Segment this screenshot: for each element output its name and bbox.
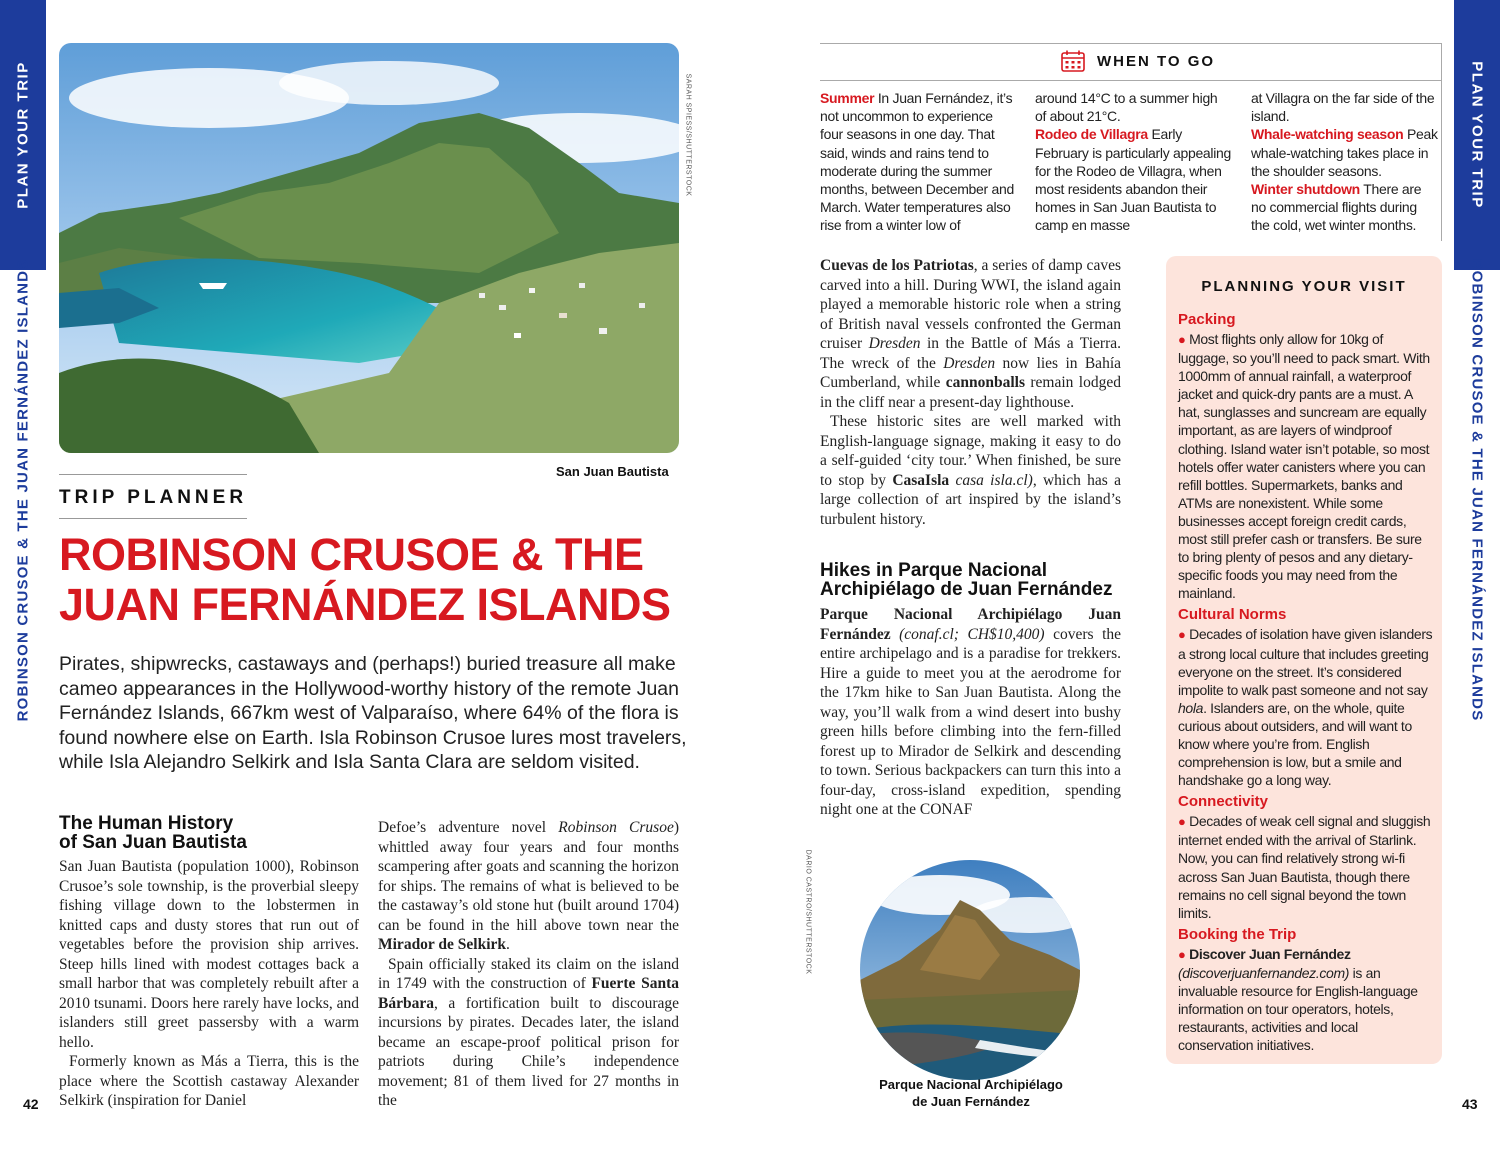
when-to-go-col-1: Summer In Juan Fernández, it’s not uncommon to experience four seasons in one day. That said, winds and rains tend to moderate during the summer months, between December and March. Water temperatures also rise from a winter low of: [820, 90, 1014, 234]
booking-heading: Booking the Trip: [1178, 925, 1297, 943]
page-number-left: 42: [23, 1096, 39, 1112]
photo2-credit: DARIO CASTRO/SHUTTERSTOCK: [804, 849, 812, 975]
hikes-subhead: Hikes in Parque Nacional Archipiélago de Juan Fernández: [820, 560, 1113, 600]
summer-label: Summer: [820, 90, 875, 106]
san-juan-bautista-photo: [59, 43, 679, 453]
col3-paragraph-2: These historic sites are well marked with English-language signage, making it easy to do a self-guided ‘city tour.’ When finished, be sure to stop by CasaIsla casa isla.cl), which has a large collection of art inspired by the island’s turbulent history.: [820, 413, 1122, 528]
human-history-subhead: [59, 814, 359, 852]
booking-text: ● Discover Juan Fernández (discoverjuanfernandez.com) is an invaluable resource for English-language information on tour operators, hotels, restaurants, activities and local conservation initiatives.: [1178, 945, 1418, 1054]
left-column-1: [59, 857, 359, 1111]
when-to-go-col-2: around 14°C to a summer high of about 21°C. Rodeo de Villagra Early February is particularly appealing for the Rodeo de Villagra, when most residents abandon their homes in San Juan Bautista to camp en masse: [1035, 90, 1232, 234]
col2-paragraph-1: Defoe’s adventure novel Robinson Crusoe) whittled away four years and four months scampering after goats and scanning the horizon for ships. The remains of what is believed to be the castaway’s old stone hut (built around 1704) can be found in the hill above town near the Mirador de Selkirk.: [378, 819, 679, 953]
photo2-caption: Parque Nacional Archipiélago de Juan Fernández: [879, 1077, 1063, 1109]
col1-paragraph-2: Formerly known as Más a Tierra, this is the place where the Scottish castaway Alexander Selkirk (inspiration for Daniel: [59, 1053, 359, 1109]
packing-heading: Packing: [1178, 311, 1236, 328]
section-rule-bottom: [59, 518, 247, 519]
section-label: TRIP PLANNER: [59, 487, 248, 508]
intro-paragraph: Pirates, shipwrecks, castaways and (perhaps!) buried treasure all make cameo appearances in the Hollywood-worthy history of the remote Juan Fernández Islands, 667km west of Valparaíso, where 64% of the flora is found nowhere else on Earth. Isla Robinson Crusoe lures most travelers, while Isla Alejandro Selkirk and Isla Santa Clara are seldom visited.: [59, 653, 687, 774]
connectivity-text: ● Decades of weak cell signal and sluggish internet ended with the arrival of Starlink. Now, you can find relatively strong wi-fi across San Juan Bautista, though there remains no cell signal beyond the town limits.: [1178, 813, 1431, 921]
parque-nacional-photo: [860, 860, 1080, 1080]
when-to-go-rule-bottom: [820, 80, 1441, 81]
side-running-title-right: [1454, 258, 1500, 722]
headline-line-2: JUAN FERNÁNDEZ ISLANDS: [59, 579, 671, 630]
subhead-line-2: of San Juan Bautista: [59, 832, 247, 853]
when-to-go-rule-side: [1441, 43, 1442, 241]
mirador-selkirk-bold: Mirador de Selkirk: [378, 936, 507, 953]
side-tab-left: [0, 0, 46, 270]
planning-title: PLANNING YOUR VISIT: [1201, 278, 1407, 295]
subhead-line-1: The Human History: [59, 813, 234, 834]
winter-label: Winter shutdown: [1251, 181, 1360, 198]
calendar-icon: [1061, 50, 1085, 72]
right-column-1-hikes: [820, 605, 1121, 820]
photo-credit: SARAH SPIESS/SHUTTERSTOCK: [684, 73, 692, 197]
fuerte-santa-barbara-bold: Fuerte Santa Bárbara: [378, 975, 679, 1012]
bullet-icon: ●: [1178, 332, 1186, 347]
side-tab-left-label: PLAN YOUR TRIP: [14, 61, 32, 209]
left-column-2: [378, 818, 679, 1111]
section-rule-top: [59, 474, 247, 475]
page-number-right: 43: [1462, 1096, 1478, 1112]
bullet-icon: ●: [1178, 946, 1186, 962]
when-to-go-col-3: at Villagra on the far side of the island. Whale-watching season Peak whale-watching takes place in the shoulder seasons. Winter shutdown There are no commercial flights during the cold, wet winter months.: [1251, 90, 1438, 234]
headline-line-1: ROBINSON CRUSOE & THE: [59, 529, 644, 580]
side-running-title-right-label: ROBINSON CRUSOE & THE JUAN FERNÁNDEZ ISLANDS: [1468, 258, 1486, 722]
when-to-go-title: WHEN TO GO: [1097, 53, 1216, 70]
when-to-go-rule-top: [820, 43, 1441, 44]
bullet-icon: ●: [1178, 627, 1186, 643]
col2-paragraph-2: Spain officially staked its claim on the island in 1749 with the construction of Fuerte Santa Bárbara, a fortification built to discourage incursions by pirates. Decades later, the island became an escape-proof political prison for patriots during Chile’s independence movement; 81 of them lived for 27 months in the: [378, 955, 679, 1109]
side-tab-right: [1454, 0, 1500, 270]
cultural-norms-text: ● Decades of isolation have given islanders a strong local culture that includes greeting everyone on the street. It’s considered impolite to walk past someone and not say hola. Islanders are, on the whole, quite curious about outsiders, and will want to know where you’re from. English comprehension is low, but a smile and handshake go a long way.: [1178, 626, 1433, 789]
side-running-title-left: [0, 258, 46, 722]
col1-paragraph-1: San Juan Bautista (population 1000), Robinson Crusoe’s sole township, is the proverbial sleepy fishing village down to the lobstermen in knitted caps and dusty stores that run out of vegetables before the provision ship arrives. Steep hills lined with modest cottages back a small harbor that was completely rebuilt after a 2010 tsunami. Doors here rarely have locks, and islanders still greet passersby with a warm hello.: [59, 858, 360, 1051]
col3-paragraph-3: Parque Nacional Archipiélago Juan Fernández (conaf.cl; CH$10,400) covers the entire archipelago and is a paradise for trekkers. Hire a guide to meet you at the aerodrome for the 17km hike to San Juan Bautista. Along the way, you’ll walk from a wind desert into bushy green hills before climbing into the fern-filled forest up to Mirador de Selkirk and descending to town. Serious backpackers can turn this into a four-day, cross-island expedition, spending night one at the CONAF: [820, 606, 1122, 818]
rodeo-label: Rodeo de Villagra: [1035, 126, 1148, 143]
planning-your-visit-box: [1166, 256, 1442, 1064]
whale-label: Whale-watching season: [1251, 126, 1404, 143]
right-column-1: [820, 256, 1121, 529]
bullet-icon: ●: [1178, 814, 1186, 830]
connectivity-heading: Connectivity: [1178, 793, 1269, 811]
cultural-norms-heading: Cultural Norms: [1178, 606, 1287, 624]
photo-caption: San Juan Bautista: [556, 464, 669, 479]
side-running-title-left-label: ROBINSON CRUSOE & THE JUAN FERNÁNDEZ ISLANDS: [14, 258, 32, 722]
packing-text: ● Most flights only allow for 10kg of luggage, so you’ll need to pack smart. With 1000mm of annual rainfall, a waterproof jacket and quick-dry pants are a must. A hat, sunglasses and suncream are equally important, as are layers of windproof clothing. Island water isn’t potable, so most hotels offer water canisters where you can refill bottles. Supermarkets, banks and ATMs are nonexistent. While some businesses accept foreign credit cards, most still prefer cash or transfers. Be sure to bring plenty of pesos and any dietary-specific foods you may need from the mainland.: [1178, 331, 1430, 602]
side-tab-right-label: PLAN YOUR TRIP: [1468, 61, 1486, 209]
col3-paragraph-1: Cuevas de los Patriotas, a series of damp caves carved into a hill. During WWI, the island again played a memorable historic role when a string of British naval vessels confronted the German cruiser Dresden in the Battle of Más a Tierra. The wreck of the Dresden now lies in Bahía Cumberland, while cannonballs remain lodged in the cliff near a present-day lighthouse.: [820, 257, 1121, 411]
page-headline: [59, 530, 699, 630]
